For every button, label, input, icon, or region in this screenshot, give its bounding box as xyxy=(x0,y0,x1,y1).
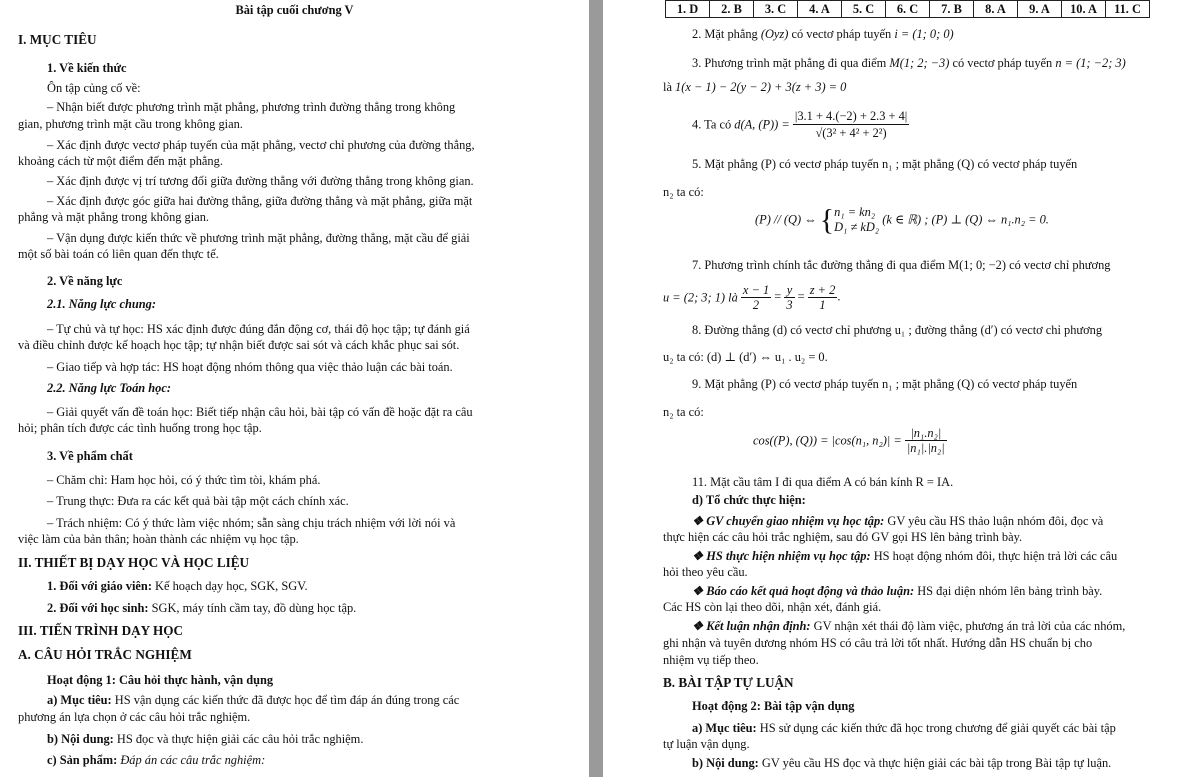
label: ❖ HS thực hiện nhiệm vụ học tập: xyxy=(692,549,871,563)
system xyxy=(834,205,879,235)
text-line: – Chăm chỉ: Ham học hỏi, có ý thức tìm tòi, khám phá. xyxy=(47,473,321,487)
text: là xyxy=(663,80,676,94)
value: HS sử dụng các kiến thức đã học trong chương để giải quyết các bài tập xyxy=(756,721,1116,735)
brace: { xyxy=(819,203,835,237)
text-line: Các HS còn lại theo dõi, nhận xét, đánh giá. xyxy=(663,600,882,614)
label: b) Nội dung: xyxy=(692,756,759,770)
text-line: Ôn tập củng cố về: xyxy=(47,81,141,95)
fraction xyxy=(808,283,838,312)
denominator: 2 xyxy=(752,298,760,312)
math: cos((P), (Q)) = |cos(n₁, n₂)| = xyxy=(753,433,902,448)
answer-cell: 7. B xyxy=(930,1,974,18)
text-line xyxy=(663,80,846,94)
text-line xyxy=(47,693,459,707)
text-line: n₂ ta có: xyxy=(663,185,704,199)
text-line: ghi nhận và tuyên dương nhóm HS có câu trả lời tốt nhất. Hướng dẫn HS chuẩn bị cho xyxy=(663,636,1093,650)
numerator: y xyxy=(784,283,794,298)
text-line: – Tự chủ và tự học: HS xác định được đúng đắn động cơ, thái độ học tập; tự đánh giá xyxy=(47,322,470,336)
text-line: 8. Đường thẳng (d) có vectơ chỉ phương u₁ ; đường thẳng (d′) có vectơ chỉ phương xyxy=(692,323,1103,337)
answer-cell: 6. C xyxy=(886,1,930,18)
value: GV nhận xét thái độ làm việc, phương án trả lời của các nhóm, xyxy=(810,619,1126,633)
label: b) Nội dung: xyxy=(47,732,114,746)
text-line: – Xác định được vectơ pháp tuyến của mặt phẳng, vectơ chỉ phương của đường thẳng, xyxy=(47,138,475,152)
answer-cell: 11. C xyxy=(1106,1,1150,18)
label: ❖ GV chuyển giao nhiệm vụ học tập: xyxy=(692,514,885,528)
text-line: – Giao tiếp và hợp tác: HS hoạt động nhóm thông qua việc thảo luận các bài toán. xyxy=(47,360,453,374)
math: n = (1; −2; 3) xyxy=(1055,56,1126,70)
answer-table xyxy=(665,0,1150,18)
denominator: 3 xyxy=(786,298,793,312)
text-line: khoảng cách từ một điểm đến mặt phẳng. xyxy=(18,154,223,168)
text-line: – Xác định được góc giữa hai đường thẳng, giữa đường thẳng và mặt phẳng, giữa mặt xyxy=(47,194,473,208)
text-line: thực hiện các câu hỏi trắc nghiệm, sau đó GV gọi HS lên bảng trình bày. xyxy=(663,530,1023,544)
denominator: |n₁|.|n₂| xyxy=(906,441,945,455)
value: HS hoạt động nhóm đôi, thực hiện trả lời các câu xyxy=(870,549,1118,563)
right-page xyxy=(603,0,1198,777)
numerator: |3.1 + 4.(−2) + 2.3 + 4| xyxy=(794,109,908,123)
text-line: u₂ ta có: (d) ⊥ (d′) ⇔ u₁ . u₂ = 0. xyxy=(663,350,828,364)
section-heading-tu-luan: B. BÀI TẬP TỰ LUẬN xyxy=(663,675,794,690)
value: Kế hoạch dạy học, SGK, SGV. xyxy=(151,579,308,593)
text-line: một số bài toán có liên quan đến thực tế. xyxy=(18,247,219,261)
answer-cell: 5. C xyxy=(842,1,886,18)
text-line xyxy=(692,514,1103,528)
text-line: 9. Mặt phẳng (P) có vectơ pháp tuyến n₁ ; mặt phẳng (Q) có vectơ pháp tuyến xyxy=(692,377,1078,391)
math: D₁ ≠ kD₂ xyxy=(834,220,880,234)
label: ❖ Kết luận nhận định: xyxy=(692,619,811,633)
math: 1(x − 1) − 2(y − 2) + 3(z + 3) = 0 xyxy=(675,80,847,94)
text-line xyxy=(692,756,1111,770)
text-line: – Trung thực: Đưa ra các kết quả bài tập một cách chính xác. xyxy=(47,494,349,508)
value: HS đại diện nhóm lên bảng trình bày. xyxy=(914,584,1103,598)
text: có vectơ pháp tuyến xyxy=(788,27,895,41)
math-line: u = (2; 3; 1) là $\frac{x - 1}{2}$ = $\frac{y}{3}$ = $\frac{z + 2}{1}$ . xyxy=(663,283,841,312)
answer-cell: 4. A xyxy=(798,1,842,18)
text: 2. Mặt phẳng xyxy=(692,27,761,41)
math: i = (1; 0; 0) xyxy=(894,27,954,41)
denominator: 1 xyxy=(819,298,826,312)
text-line: nhiệm vụ tiếp theo. xyxy=(663,653,759,667)
text-line: – Nhận biết được phương trình mặt phẳng, phương trình đường thẳng trong không xyxy=(47,100,456,114)
text-line: hỏi theo yêu cầu. xyxy=(663,565,748,579)
answer-cell: 10. A xyxy=(1062,1,1106,18)
label: a) Mục tiêu: xyxy=(692,721,757,735)
math: (P) // (Q) ⇔ xyxy=(755,212,817,227)
math: M(1; 2; −3) xyxy=(889,56,950,70)
value: HS đọc và thực hiện giải các câu hỏi trắc nghiệm. xyxy=(113,732,364,746)
answer-cell: 2. B xyxy=(710,1,754,18)
math-line xyxy=(753,426,947,455)
text-line xyxy=(47,579,308,593)
text-line xyxy=(692,549,1117,563)
text-line xyxy=(692,27,954,41)
value: GV yêu cầu HS đọc và thực hiện giải các bài tập trong Bài tập tự luận. xyxy=(758,756,1112,770)
text-line: – Trách nhiệm: Có ý thức làm việc nhóm; sẵn sàng chịu trách nhiệm với lời nói và xyxy=(47,516,456,530)
numerator: |n₁.n₂| xyxy=(905,426,947,441)
text: 3. Phương trình mặt phẳng đi qua điểm xyxy=(692,56,890,70)
section-heading-trac-nghiem: A. CÂU HỎI TRẮC NGHIỆM xyxy=(18,647,192,662)
activity-heading: Hoạt động 2: Bài tập vận dụng xyxy=(692,699,855,713)
math: n₁ = kn₂ xyxy=(834,205,876,219)
text-line: phương án lựa chọn ở các câu hỏi trắc nghiệm. xyxy=(18,710,251,724)
text-line: n₂ ta có: xyxy=(663,405,704,419)
label: 2. Đối với học sinh: xyxy=(47,601,149,615)
section-heading-thiet-bi: II. THIẾT BỊ DẠY HỌC VÀ HỌC LIỆU xyxy=(18,555,250,570)
text-line: gian, phương trình mặt cầu trong không gian. xyxy=(18,117,243,131)
math: (Oyz) xyxy=(760,27,789,41)
text-line: việc làm của bản thân; hoàn thành các nhiệm vụ học tập. xyxy=(18,532,299,546)
text-line: 5. Mặt phẳng (P) có vectơ pháp tuyến n₁ ; mặt phẳng (Q) có vectơ pháp tuyến xyxy=(692,157,1078,171)
value: GV yêu cầu HS thảo luận nhóm đôi, đọc và xyxy=(884,514,1104,528)
text-line xyxy=(692,108,909,141)
text-line xyxy=(47,601,356,615)
subheading-nang-luc-toan: 2.2. Năng lực Toán học: xyxy=(47,381,171,395)
label: ❖ Báo cáo kết quả hoạt động và thảo luận: xyxy=(692,584,915,598)
fraction xyxy=(741,283,771,312)
subheading-to-chuc: d) Tổ chức thực hiện: xyxy=(692,493,806,507)
value: HS vận dụng các kiến thức đã được học để tìm đáp án đúng trong các xyxy=(111,693,460,707)
text-line: và điều chỉnh được kế hoạch học tập; tự nhận biết được sai sót và cách khắc phục sai sót. xyxy=(18,338,460,352)
answer-cell: 8. A xyxy=(974,1,1018,18)
label: c) Sản phẩm: xyxy=(47,753,118,767)
text-line xyxy=(692,619,1125,633)
answer-cell: 9. A xyxy=(1018,1,1062,18)
text-line: 7. Phương trình chính tắc đường thẳng đi qua điểm M(1; 0; −2) có vectơ chỉ phương xyxy=(692,258,1111,272)
label: a) Mục tiêu: xyxy=(47,693,112,707)
math: (k ∈ ℝ) ; (P) ⊥ (Q) ⇔ n₁.n₂ = 0. xyxy=(882,212,1049,227)
text-line xyxy=(692,721,1116,735)
text-line: hỏi; phân tích được các tình huống trong học tập. xyxy=(18,421,262,435)
fraction xyxy=(784,283,794,312)
value: Đáp án các câu trắc nghiệm: xyxy=(117,753,266,767)
subheading-nang-luc: 2. Về năng lực xyxy=(47,274,123,288)
fraction xyxy=(793,108,909,141)
text-line: – Giải quyết vấn đề toán học: Biết tiếp nhận câu hỏi, bài tập có vấn đề hoặc đặt ra câu xyxy=(47,405,473,419)
subheading-kien-thuc: 1. Về kiến thức xyxy=(47,61,127,75)
fraction xyxy=(905,426,947,455)
denominator: √(3² + 4² + 2²) xyxy=(815,126,887,140)
numerator: x − 1 xyxy=(742,283,770,297)
text-line xyxy=(692,584,1102,598)
text-line xyxy=(692,56,1126,70)
value: SGK, máy tính cầm tay, đồ dùng học tập. xyxy=(148,601,357,615)
answer-cell: 1. D xyxy=(666,1,710,18)
subheading-pham-chat: 3. Về phẩm chất xyxy=(47,449,133,463)
math-line xyxy=(755,205,1049,235)
section-heading-muc-tieu: I. MỤC TIÊU xyxy=(18,32,97,47)
section-heading-tien-trinh: III. TIẾN TRÌNH DẠY HỌC xyxy=(18,623,184,638)
left-page xyxy=(0,0,589,777)
math: u = (2; 3; 1) là xyxy=(663,290,738,305)
text: có vectơ pháp tuyến xyxy=(949,56,1056,70)
text-line: phẳng và mặt phẳng trong không gian. xyxy=(18,210,209,224)
activity-heading: Hoạt động 1: Câu hỏi thực hành, vận dụng xyxy=(47,673,274,687)
text-line: tự luận vận dụng. xyxy=(663,737,750,751)
label: 1. Đối với giáo viên: xyxy=(47,579,152,593)
subheading-nang-luc-chung: 2.1. Năng lực chung: xyxy=(47,297,156,311)
text-line: 11. Mặt cầu tâm I đi qua điểm A có bán kính R = IA. xyxy=(692,475,954,489)
text-line: – Xác định được vị trí tương đối giữa đường thẳng với đường thẳng trong không gian. xyxy=(47,174,474,188)
table-row xyxy=(666,1,1150,18)
answer-cell: 3. C xyxy=(754,1,798,18)
text-line: – Vận dụng được kiến thức về phương trình mặt phẳng, đường thẳng, mặt cầu để giải xyxy=(47,231,470,245)
math: d(A, (P)) = xyxy=(734,117,790,132)
text-line xyxy=(47,753,265,767)
text: 4. Ta có xyxy=(692,117,735,132)
page-title: Bài tập cuối chương V xyxy=(235,3,354,17)
numerator: z + 2 xyxy=(809,283,836,297)
text-line xyxy=(47,732,363,746)
